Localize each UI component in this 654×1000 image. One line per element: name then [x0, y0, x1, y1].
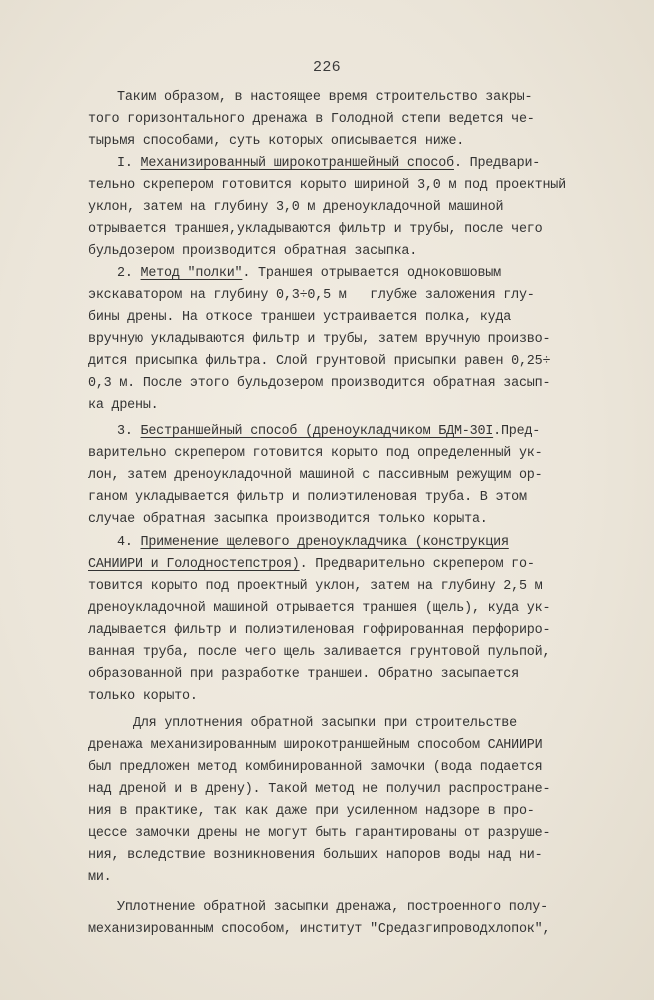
text-line: ванная труба, после чего щель заливается грунтовой пульпой,: [88, 645, 551, 660]
text-line: ладывается фильтр и полиэтиленовая гофрированная перфориро-: [88, 623, 551, 638]
text-line: образованной при разработке траншеи. Обратно засыпается: [88, 667, 519, 682]
text-line: I. Механизированный широкотраншейный способ. Предвари-: [117, 156, 541, 171]
text-line: дится присыпка фильтра. Слой грунтовой присыпки равен 0,25÷: [88, 354, 551, 369]
text-line: ния, вследствие возникновения больших напоров воды над ни-: [88, 848, 543, 863]
text-line: лон, затем дреноукладочной машиной с пассивным режущим ор-: [88, 468, 543, 483]
text-line: ганом укладывается фильтр и полиэтиленовая труба. В этом: [88, 490, 527, 505]
page-number: 226: [313, 59, 341, 76]
text-line: Уплотнение обратной засыпки дренажа, построенного полу-: [117, 900, 548, 915]
text-line: варительно скрепером готовится корыто под определенный ук-: [88, 446, 543, 461]
text-line: тырьмя способами, суть которых описывается ниже.: [88, 134, 465, 149]
text-line: товится корыто под проектный уклон, затем на глубину 2,5 м: [88, 579, 543, 594]
section-heading: Бестраншейный способ (дреноукладчиком БДМ-30I: [140, 424, 494, 439]
text-line: уклон, затем на глубину 3,0 м дреноукладочной машиной: [88, 200, 504, 215]
text-line: САНИИРИ и Голодностепстроя). Предварительно скрепером го-: [88, 557, 535, 572]
text-line: ка дрены.: [88, 398, 159, 413]
text-line: вручную укладываются фильтр и трубы, затем вручную произво-: [88, 332, 551, 347]
text-line: 0,3 м. После этого бульдозером производится обратная засып-: [88, 376, 551, 391]
section-heading: Механизированный широкотраншейный способ: [140, 156, 454, 171]
text-line: был предложен метод комбинированной замочки (вода подается: [88, 760, 543, 775]
text-line: 2. Метод "полки". Траншея отрывается одноковшовым: [117, 266, 501, 281]
text-line: 3. Бестраншейный способ (дреноукладчиком БДМ-30I.Пред-: [117, 424, 541, 439]
text-line: случае обратная засыпка производится только корыта.: [88, 512, 488, 527]
text-line: Таким образом, в настоящее время строительство закры-: [117, 90, 533, 105]
text-line: только корыто.: [88, 689, 198, 704]
text-line: над дреной и в дрену). Такой метод не получил распростране-: [88, 782, 551, 797]
text-line: тельно скрепером готовится корыто шириной 3,0 м под проектный: [88, 178, 566, 193]
text-line: того горизонтального дренажа в Голодной степи ведется че-: [88, 112, 535, 127]
text-line: дренажа механизированным широкотраншейным способом САНИИРИ: [88, 738, 543, 753]
text-line: Для уплотнения обратной засыпки при строительстве: [133, 716, 517, 731]
text-line: экскаватором на глубину 0,3÷0,5 м глубже заложения глу-: [88, 288, 535, 303]
text-line: бульдозером производится обратная засыпка.: [88, 244, 418, 259]
text-line: цессе замочки дрены не могут быть гарантированы от разруше-: [88, 826, 551, 841]
section-heading: САНИИРИ и Голодностепстроя): [88, 557, 300, 572]
text-line: ния в практике, так как даже при усиленном надзоре в про-: [88, 804, 535, 819]
section-heading: Применение щелевого дреноукладчика (конструкция: [140, 535, 509, 550]
text-line: бины дрены. На откосе траншеи устраивается полка, куда: [88, 310, 512, 325]
text-line: механизированным способом, институт "Средазгипроводхлопок",: [88, 922, 551, 937]
text-line: отрывается траншея,укладываются фильтр и трубы, после чего: [88, 222, 543, 237]
text-line: ми.: [88, 870, 112, 885]
text-line: 4. Применение щелевого дреноукладчика (конструкция: [117, 535, 509, 550]
section-heading: Метод "полки": [140, 266, 243, 281]
text-line: дреноукладочной машиной отрывается траншея (щель), куда ук-: [88, 601, 551, 616]
